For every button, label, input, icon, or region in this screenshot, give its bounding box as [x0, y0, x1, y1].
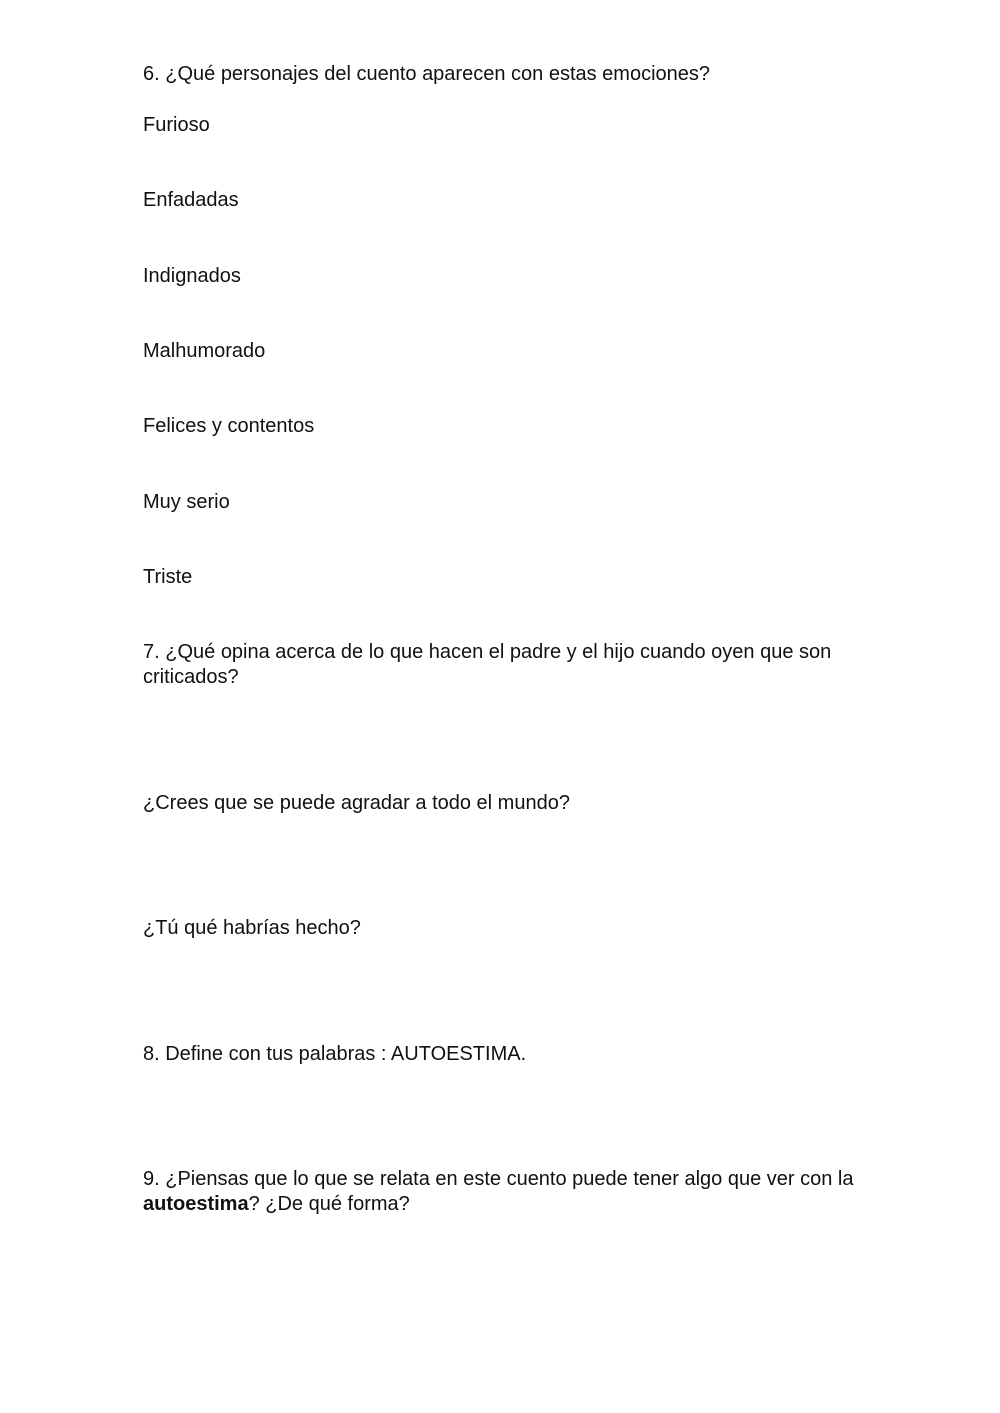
question-6-title: 6. ¿Qué personajes del cuento aparecen con estas emociones? — [143, 63, 711, 85]
question-9-text-before: 9. ¿Piensas que lo que se relata en este cuento puede tener algo que ver con la — [143, 1168, 854, 1190]
question-9-text-after: ? ¿De qué forma? — [248, 1193, 410, 1215]
emotion-furioso: Furioso — [143, 114, 210, 136]
question-7-sub-agradar: ¿Crees que se puede agradar a todo el mundo? — [143, 792, 570, 814]
emotion-malhumorado: Malhumorado — [143, 340, 266, 362]
question-7-text: 7. ¿Qué opina acerca de lo que hacen el padre y el hijo cuando oyen que son criticados? — [143, 641, 832, 688]
emotion-felices-y-contentos: Felices y contentos — [143, 415, 315, 437]
question-7-sub-habrias-hecho: ¿Tú qué habrías hecho? — [143, 917, 361, 939]
emotion-muy-serio: Muy serio — [143, 491, 230, 513]
emotion-indignados: Indignados — [143, 265, 241, 287]
question-8-text: 8. Define con tus palabras : AUTOESTIMA. — [143, 1043, 527, 1065]
emotion-triste: Triste — [143, 566, 193, 588]
question-9-bold-autoestima: autoestima — [143, 1193, 249, 1215]
emotion-enfadadas: Enfadadas — [143, 189, 239, 211]
question-9-text — [143, 1167, 873, 1217]
